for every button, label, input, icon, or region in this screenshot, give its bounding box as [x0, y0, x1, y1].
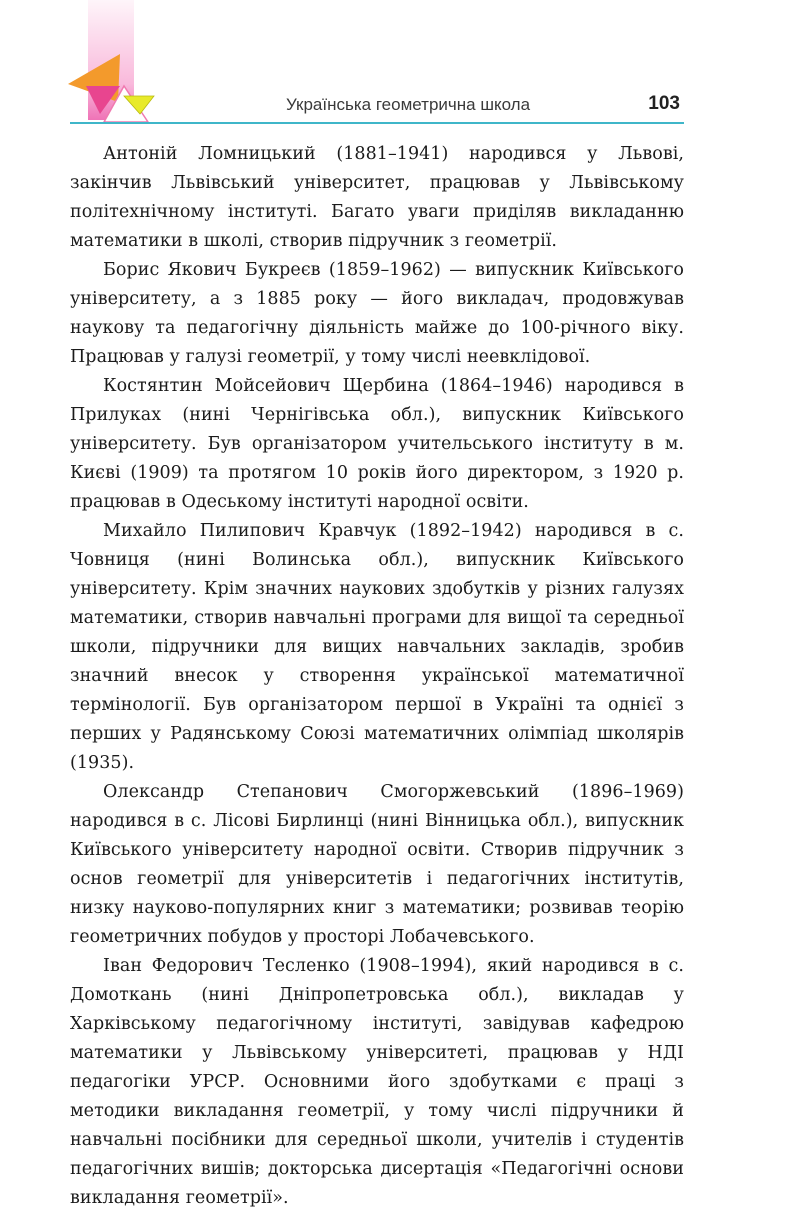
paragraph-shcherbyna: Костянтин Мойсейович Щербина (1864–1946) народився в Прилуках (нині Чернігівська обл.), випускник Київського університету. Був організатором учительського інституту в м. Києві (1909) та протягом 10 років його директором, з 1920 р. працював в Одеському інституті народної освіти. [70, 376, 684, 512]
page-number: 103 [648, 93, 680, 114]
page-header [70, 92, 684, 120]
header-divider [70, 122, 684, 124]
paragraph-lomnytskyi: Антоній Ломницький (1881–1941) народився у Львові, закінчив Львівський університет, працював у Львівському політехнічному інституті. Багато уваги приділяв викладанню математики в школі, створив підручник з геометрії. [70, 144, 684, 251]
paragraph-kravchuk: Михайло Пилипович Кравчук (1892–1942) народився в с. Човниця (нині Волинська обл.), випускник Київського університету. Крім значних наукових здобутків у різних галузях математики, створив навчальні програми для вищої та середньої школи, підручники для вищих навчальних закладів, зробив значний внесок у створення української математичної термінології. Був організатором першої в Україні та однієї з перших у Радянському Союзі математичних олімпіад школярів (1935). [70, 521, 684, 773]
running-title: Українська геометрична школа [286, 95, 531, 114]
paragraph-bukreiev: Борис Якович Букреєв (1859–1962) — випускник Київського університету, а з 1885 року — його викладач, продовжував наукову та педагогічну діяльність майже до 100-річного віку. Працював у галузі геометрії, у тому числі неевклідової. [70, 260, 684, 367]
paragraph-teslenko: Іван Федорович Тесленко (1908–1994), який народився в с. Домоткань (нині Дніпропетровська обл.), викладав у Харківському педагогічному інституті, завідував кафедрою математики у Львівському університеті, працював у НДІ педагогіки УРСР. Основними його здобутками є праці з методики викладання геометрії, у тому числі підручники й навчальні посібники для середньої школи, учителів і студентів педагогічних вишів; докторська дисертація «Педагогічні основи викладання геометрії». [70, 956, 684, 1208]
paragraph-smohorzhevskyi: Олександр Степанович Смогоржевський (1896–1969) народився в с. Лісові Бирлинці (нині Вінницька обл.), випускник Київського університету народної освіти. Створив підручник з основ геометрії для університетів і педагогічних інститутів, низку науково-популярних книг з математики; розвивав теорію геометричних побудов у просторі Лобачевського. [70, 782, 684, 947]
main-text [70, 140, 684, 1213]
